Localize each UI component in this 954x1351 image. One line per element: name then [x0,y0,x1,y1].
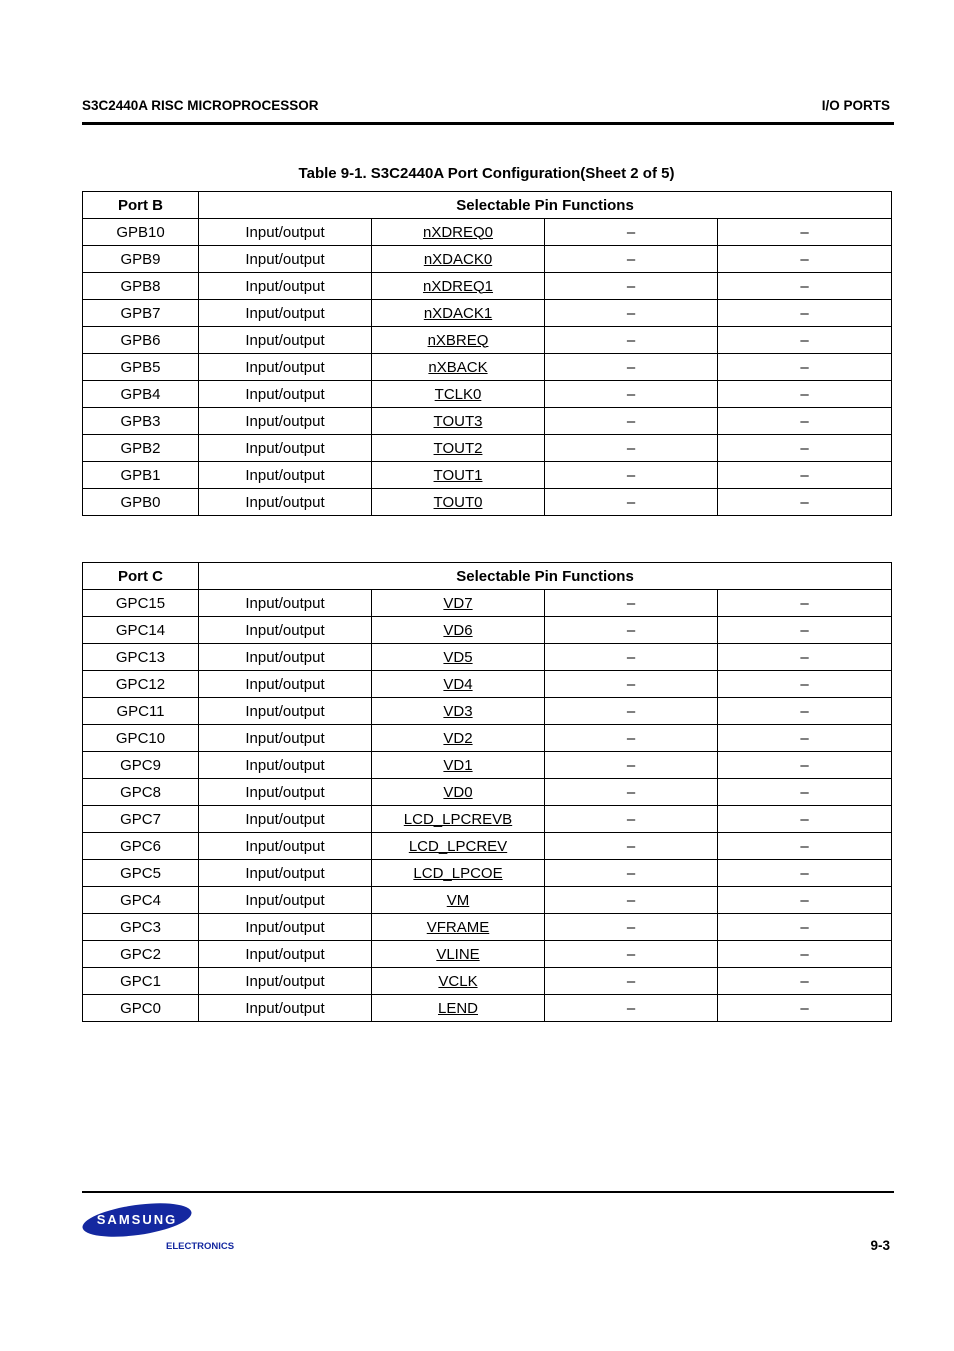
signal-name: VFRAME [426,918,490,936]
function-4-cell: – [718,914,892,941]
function-4-cell: – [718,860,892,887]
pin-name-cell: GPC8 [83,779,199,806]
function-2-cell [372,354,545,381]
table-row [83,246,892,273]
port-c-table [82,562,892,1022]
function-4-cell: – [718,617,892,644]
signal-name: VD1 [443,756,473,774]
function-4-cell: – [718,327,892,354]
function-4-cell: – [718,671,892,698]
signal-name: VM [446,891,470,909]
function-3-cell: – [545,246,718,273]
function-2-cell [372,833,545,860]
signal-name: VD3 [443,702,473,720]
function-2-cell [372,590,545,617]
function-3-cell: – [545,887,718,914]
signal-name: nXBREQ [427,331,489,349]
function-2-cell [372,381,545,408]
pin-name-cell: GPC0 [83,995,199,1022]
signal-name: VCLK [438,972,478,990]
table-row [83,779,892,806]
function-1-cell: Input/output [199,914,372,941]
table-row [83,887,892,914]
pin-name-cell: GPC14 [83,617,199,644]
function-3-cell: – [545,489,718,516]
function-4-cell: – [718,354,892,381]
function-4-cell: – [718,273,892,300]
signal-name: TOUT1 [433,466,483,484]
function-4-cell: – [718,995,892,1022]
port-b-table [82,191,892,516]
function-2-cell [372,995,545,1022]
function-3-cell: – [545,968,718,995]
pin-name-cell: GPB1 [83,462,199,489]
table-row [83,725,892,752]
function-2-cell [372,408,545,435]
function-3-cell: – [545,590,718,617]
header-rule [82,122,894,125]
function-3-cell: – [545,408,718,435]
function-2-cell [372,968,545,995]
function-1-cell: Input/output [199,408,372,435]
function-3-cell: – [545,698,718,725]
function-1-cell: Input/output [199,327,372,354]
function-3-cell: – [545,806,718,833]
function-1-cell: Input/output [199,779,372,806]
function-2-cell [372,489,545,516]
function-4-cell: – [718,968,892,995]
function-1-cell: Input/output [199,833,372,860]
function-3-cell: – [545,860,718,887]
signal-name: VD5 [443,648,473,666]
function-3-cell: – [545,752,718,779]
signal-name: VD6 [443,621,473,639]
function-2-cell [372,914,545,941]
function-4-cell: – [718,381,892,408]
function-2-cell [372,327,545,354]
function-4-cell: – [718,246,892,273]
function-4-cell: – [718,644,892,671]
function-1-cell: Input/output [199,941,372,968]
pin-name-cell: GPB6 [83,327,199,354]
pin-name-cell: GPC9 [83,752,199,779]
table-row [83,806,892,833]
table-row [83,327,892,354]
signal-name: TOUT0 [433,493,483,511]
functions-header: Selectable Pin Functions [199,192,892,219]
pin-name-cell: GPC15 [83,590,199,617]
function-2-cell [372,617,545,644]
table-row [83,941,892,968]
pin-name-cell: GPC11 [83,698,199,725]
function-3-cell: – [545,273,718,300]
function-3-cell: – [545,617,718,644]
table-row [83,273,892,300]
function-2-cell [372,671,545,698]
signal-name: nXDACK0 [423,250,493,268]
table-row [83,435,892,462]
logo-wordmark: SAMSUNG [96,1212,178,1227]
function-3-cell: – [545,725,718,752]
page-number: 9-3 [870,1238,890,1253]
function-2-cell [372,462,545,489]
table-row [83,462,892,489]
function-1-cell: Input/output [199,860,372,887]
signal-name: nXBACK [428,358,488,376]
table-row [83,590,892,617]
table-row [83,968,892,995]
running-header-title: S3C2440A RISC MICROPROCESSOR [82,98,319,113]
function-1-cell: Input/output [199,489,372,516]
logo-subtext: ELECTRONICS [166,1241,235,1252]
table-row [83,752,892,779]
function-2-cell [372,806,545,833]
function-2-cell [372,698,545,725]
function-2-cell [372,435,545,462]
function-4-cell: – [718,752,892,779]
table-row [83,381,892,408]
signal-name: TOUT2 [433,439,483,457]
pin-name-cell: GPC6 [83,833,199,860]
function-3-cell: – [545,381,718,408]
function-2-cell [372,941,545,968]
pin-name-cell: GPB10 [83,219,199,246]
function-1-cell: Input/output [199,995,372,1022]
signal-name: LCD_LPCOE [413,864,503,882]
function-4-cell: – [718,833,892,860]
pin-name-cell: GPC10 [83,725,199,752]
signal-name: TOUT3 [433,412,483,430]
running-header-section: I/O PORTS [821,98,890,113]
function-1-cell: Input/output [199,644,372,671]
function-1-cell: Input/output [199,219,372,246]
signal-name: LCD_LPCREV [408,837,508,855]
function-1-cell: Input/output [199,273,372,300]
signal-name: LCD_LPCREVB [403,810,513,828]
function-3-cell: – [545,833,718,860]
table-row [83,300,892,327]
pin-name-cell: GPB5 [83,354,199,381]
samsung-logo [82,1202,242,1252]
function-3-cell: – [545,914,718,941]
pin-name-cell: GPC1 [83,968,199,995]
table-header-row [83,563,892,590]
signal-name: TCLK0 [434,385,482,403]
function-1-cell: Input/output [199,725,372,752]
pin-name-cell: GPB9 [83,246,199,273]
function-3-cell: – [545,219,718,246]
function-3-cell: – [545,435,718,462]
signal-name: nXDREQ0 [422,223,494,241]
function-4-cell: – [718,779,892,806]
function-3-cell: – [545,941,718,968]
table-row [83,354,892,381]
table-row [83,489,892,516]
function-1-cell: Input/output [199,300,372,327]
pin-name-cell: GPC2 [83,941,199,968]
function-4-cell: – [718,435,892,462]
table-row [83,698,892,725]
pin-name-cell: GPC13 [83,644,199,671]
table-row [83,995,892,1022]
function-4-cell: – [718,489,892,516]
signal-name: nXDREQ1 [422,277,494,295]
function-2-cell [372,887,545,914]
function-2-cell [372,752,545,779]
function-4-cell: – [718,941,892,968]
table-caption: Table 9-1. S3C2440A Port Configuration(Sheet 2 of 5) [298,165,675,182]
function-1-cell: Input/output [199,462,372,489]
function-3-cell: – [545,354,718,381]
function-1-cell: Input/output [199,246,372,273]
function-2-cell [372,860,545,887]
pin-name-cell: GPB2 [83,435,199,462]
function-1-cell: Input/output [199,381,372,408]
table-row [83,833,892,860]
signal-name: VD0 [443,783,473,801]
pin-name-cell: GPC5 [83,860,199,887]
function-3-cell: – [545,995,718,1022]
table-row [83,644,892,671]
function-4-cell: – [718,408,892,435]
table-row [83,860,892,887]
function-1-cell: Input/output [199,617,372,644]
function-2-cell [372,725,545,752]
function-1-cell: Input/output [199,435,372,462]
pin-name-cell: GPB3 [83,408,199,435]
pin-name-cell: GPC3 [83,914,199,941]
pin-name-cell: GPB8 [83,273,199,300]
function-4-cell: – [718,806,892,833]
port-header: Port C [83,563,199,590]
pin-name-cell: GPB7 [83,300,199,327]
table-row [83,671,892,698]
function-3-cell: – [545,671,718,698]
function-3-cell: – [545,779,718,806]
functions-header: Selectable Pin Functions [199,563,892,590]
function-4-cell: – [718,887,892,914]
function-3-cell: – [545,462,718,489]
function-1-cell: Input/output [199,968,372,995]
table-row [83,914,892,941]
signal-name: nXDACK1 [423,304,493,322]
function-1-cell: Input/output [199,698,372,725]
function-2-cell [372,219,545,246]
function-1-cell: Input/output [199,671,372,698]
function-1-cell: Input/output [199,590,372,617]
function-2-cell [372,273,545,300]
function-2-cell [372,779,545,806]
footer-rule [82,1191,894,1193]
function-4-cell: – [718,462,892,489]
function-4-cell: – [718,698,892,725]
function-1-cell: Input/output [199,354,372,381]
table-row [83,617,892,644]
signal-name: VD4 [443,675,473,693]
function-2-cell [372,300,545,327]
signal-name: LEND [437,999,478,1017]
table-row [83,219,892,246]
pin-name-cell: GPC4 [83,887,199,914]
signal-name: VD2 [443,729,473,747]
function-3-cell: – [545,300,718,327]
pin-name-cell: GPC12 [83,671,199,698]
function-4-cell: – [718,725,892,752]
table-header-row [83,192,892,219]
function-1-cell: Input/output [199,806,372,833]
function-4-cell: – [718,590,892,617]
function-4-cell: – [718,300,892,327]
function-1-cell: Input/output [199,752,372,779]
pin-name-cell: GPC7 [83,806,199,833]
function-1-cell: Input/output [199,887,372,914]
function-3-cell: – [545,644,718,671]
pin-name-cell: GPB0 [83,489,199,516]
function-2-cell [372,644,545,671]
port-header: Port B [83,192,199,219]
function-2-cell [372,246,545,273]
function-3-cell: – [545,327,718,354]
function-4-cell: – [718,219,892,246]
pin-name-cell: GPB4 [83,381,199,408]
signal-name: VLINE [436,945,480,963]
table-row [83,408,892,435]
signal-name: VD7 [443,594,473,612]
